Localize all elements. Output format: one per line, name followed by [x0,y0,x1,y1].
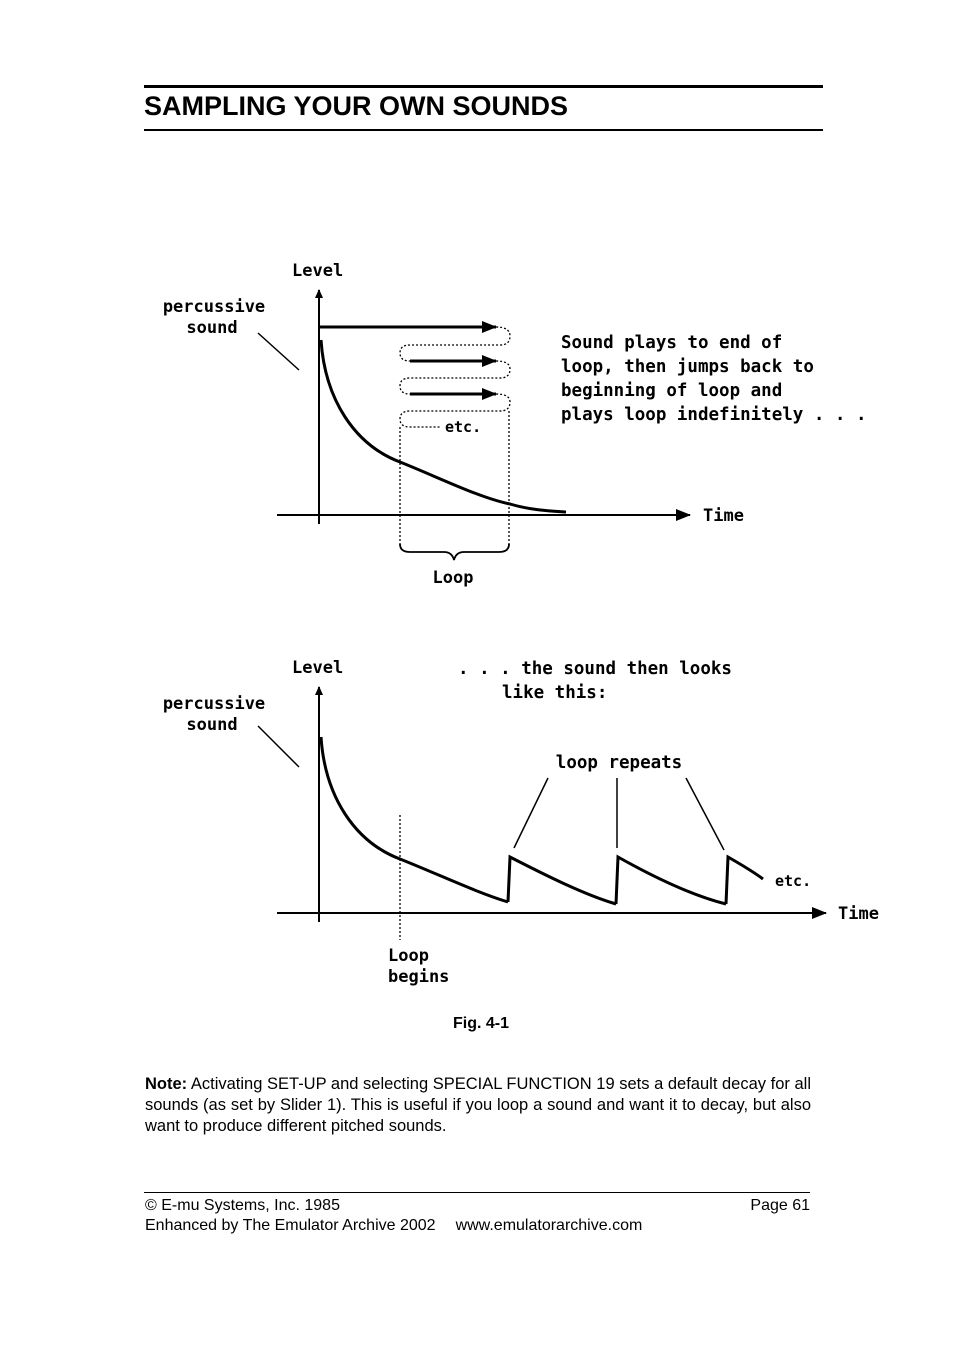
top-loop-label: Loop [432,568,474,588]
footer-line-2 [145,1217,810,1235]
bottom-loop-repeat-1 [508,857,616,904]
loop-repeats-pointer-1 [514,778,548,848]
top-description-line-2: loop, then jumps back to [561,357,814,377]
footer-page-number: Page 61 [750,1197,810,1214]
note-paragraph [145,1074,811,1137]
bottom-etc-label: etc. [775,872,812,890]
top-diagram [163,261,867,588]
top-loop-brace [400,544,509,560]
bottom-level-label: Level [292,658,344,678]
bottom-sound-label-2: sound [186,715,238,735]
footer-copyright: © E-mu Systems, Inc. 1985 [145,1197,340,1214]
footer-enhanced: Enhanced by The Emulator Archive 2002 [145,1217,436,1234]
footer-line-1 [145,1197,810,1215]
top-description-line-4: plays loop indefinitely . . . [561,405,867,425]
bottom-decay-curve [321,737,508,902]
footer-url: www.emulatorarchive.com [455,1217,643,1234]
page-heading: SAMPLING YOUR OWN SOUNDS [144,91,569,121]
top-sound-label-1: percussive [162,297,266,317]
bottom-diagram [163,658,879,987]
top-level-label: Level [292,261,344,281]
top-description-line-3: beginning of loop and [561,381,783,401]
bottom-loop-repeat-2 [616,857,726,904]
bottom-sound-pointer [258,726,299,767]
bottom-loop-begins-2: begins [388,967,450,987]
bottom-loop-repeats-label: loop repeats [555,753,683,773]
footer-rule [144,1192,810,1193]
top-decay-curve [321,340,566,512]
note-label: Note: [145,1075,188,1093]
top-sound-label-2: sound [186,318,238,338]
bottom-loop-begins-1: Loop [388,946,429,966]
loop-repeats-pointer-3 [686,778,724,850]
bottom-loop-repeat-3 [726,857,763,904]
top-etc-label: etc. [445,418,482,436]
bottom-caption-line-1: . . . the sound then looks [458,659,732,679]
bottom-time-label: Time [838,904,879,924]
top-description-line-1: Sound plays to end of [561,333,783,353]
bottom-sound-label-1: percussive [162,694,266,714]
figure-caption: Fig. 4-1 [452,1015,509,1032]
top-sound-pointer [258,333,299,370]
bottom-caption-line-2: like this: [502,683,608,703]
top-time-label: Time [703,506,744,526]
note-text: Activating SET-UP and selecting SPECIAL FUNCTION 19 sets a default decay for all sounds (as set by Slider 1). This is useful if you loop a sound and want it to decay, but also want to produce different pitched sounds. [145,1075,811,1135]
